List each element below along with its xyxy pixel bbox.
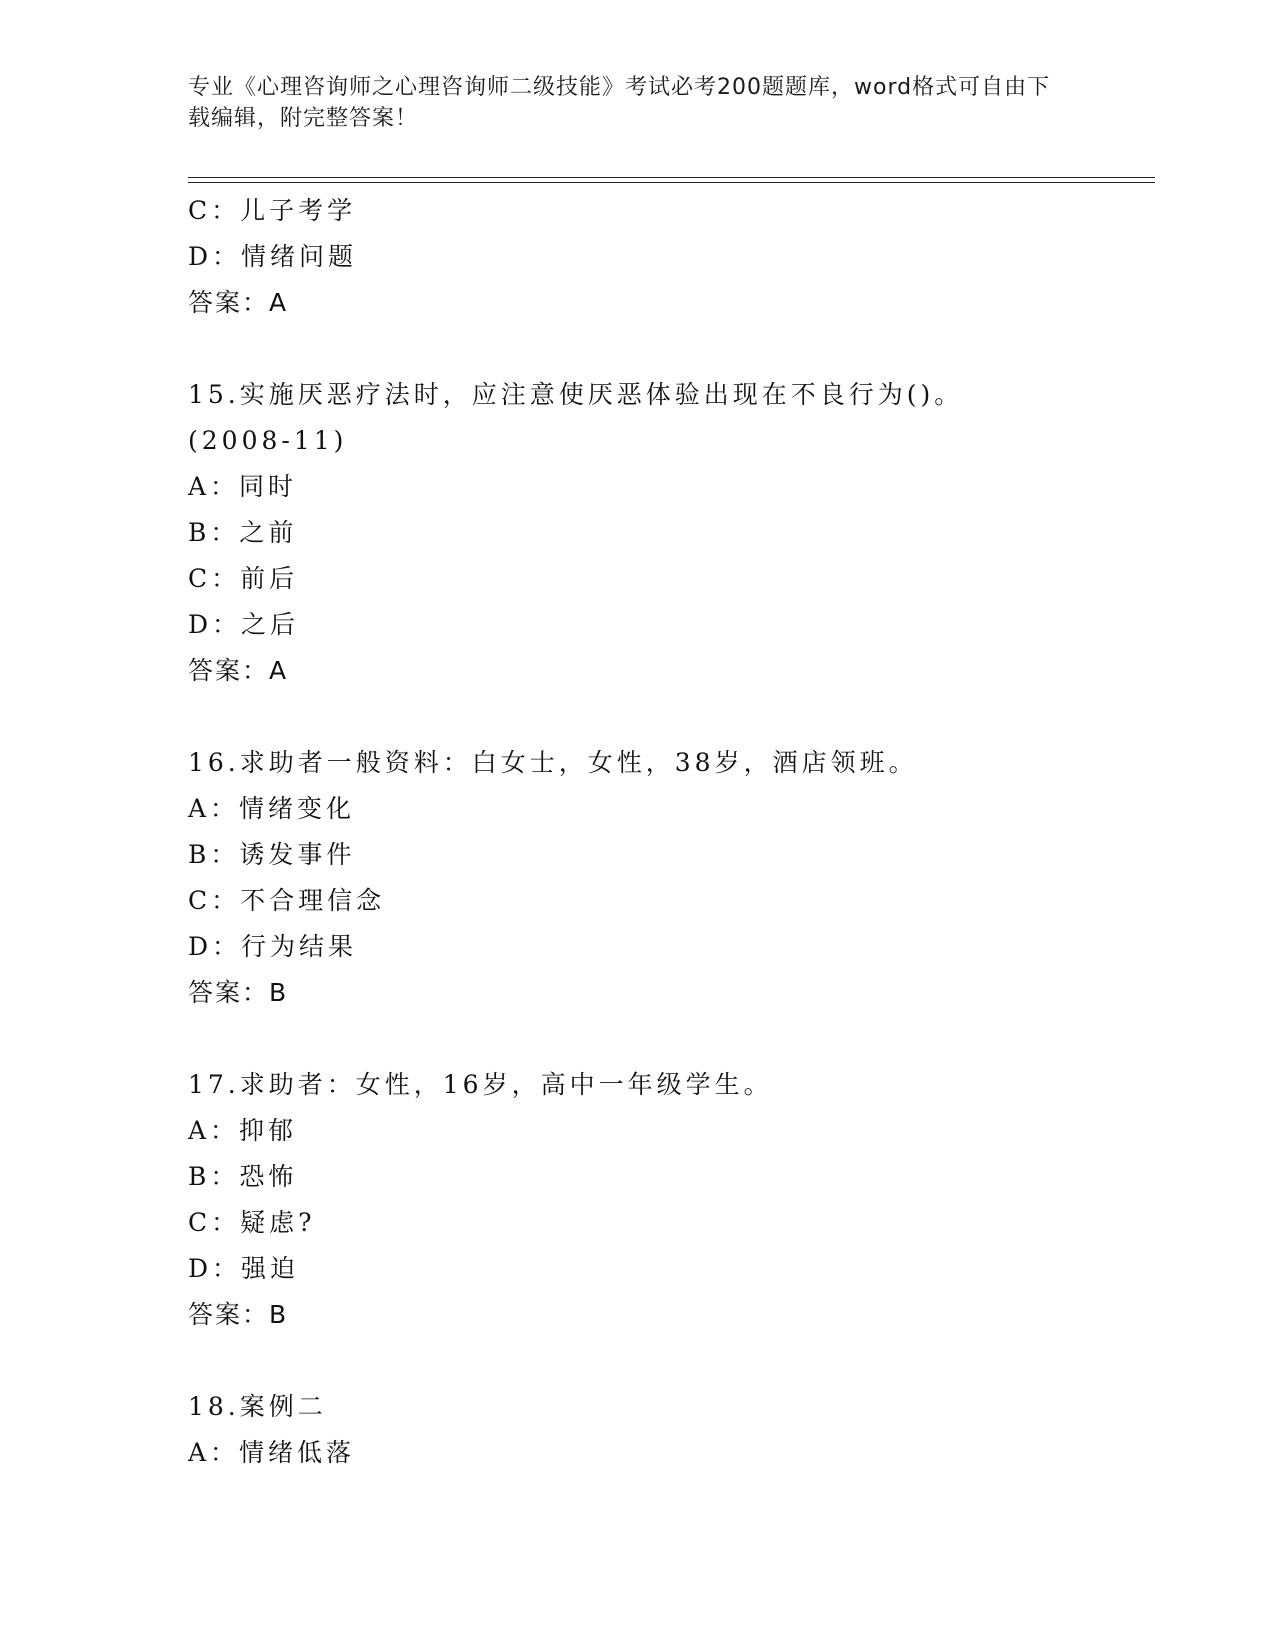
spacer: [188, 694, 1068, 740]
question-17: [188, 1062, 1068, 1338]
question-stem: 15.实施厌恶疗法时，应注意使厌恶体验出现在不良行为()。(2008-11): [188, 380, 964, 455]
option-c: C：疑虑?: [188, 1208, 316, 1237]
option-c: C：不合理信念: [188, 886, 386, 915]
question-carryover: [188, 188, 1068, 326]
question-15: [188, 372, 1068, 694]
header-divider-top: [188, 177, 1155, 178]
spacer: [188, 1016, 1068, 1062]
option-a: A：同时: [188, 472, 298, 501]
spacer: [188, 326, 1068, 372]
question-16: [188, 740, 1068, 1016]
question-list: [188, 188, 1068, 1476]
option-b: B：恐怖: [188, 1162, 298, 1191]
document-header: 专业《心理咨询师之心理咨询师二级技能》考试必考200题题库，word格式可自由下载编辑，附完整答案！: [188, 75, 1051, 131]
option-c: C：前后: [188, 564, 299, 593]
answer-line: 答案：B: [188, 1300, 289, 1329]
question-stem: 16.求助者一般资料：白女士，女性，38岁，酒店领班。: [188, 748, 918, 777]
option-b: B：诱发事件: [188, 840, 356, 869]
option-d: D：行为结果: [188, 932, 358, 961]
option-a: A：情绪低落: [188, 1438, 356, 1467]
question-18: [188, 1384, 1068, 1476]
option-d: D：情绪问题: [188, 242, 358, 271]
option-d: D：强迫: [188, 1254, 300, 1283]
header-divider-bottom: [188, 182, 1155, 183]
question-stem: 18.案例二: [188, 1392, 327, 1421]
option-a: A：抑郁: [188, 1116, 298, 1145]
option-a: A：情绪变化: [188, 794, 356, 823]
question-stem: 17.求助者：女性，16岁，高中一年级学生。: [188, 1070, 773, 1099]
spacer: [188, 1338, 1068, 1384]
option-b: B：之前: [188, 518, 298, 547]
option-d: D：之后: [188, 610, 300, 639]
answer-line: 答案：A: [188, 656, 289, 685]
answer-line: 答案：A: [188, 288, 289, 317]
answer-line: 答案：B: [188, 978, 289, 1007]
option-c: C：儿子考学: [188, 196, 357, 225]
